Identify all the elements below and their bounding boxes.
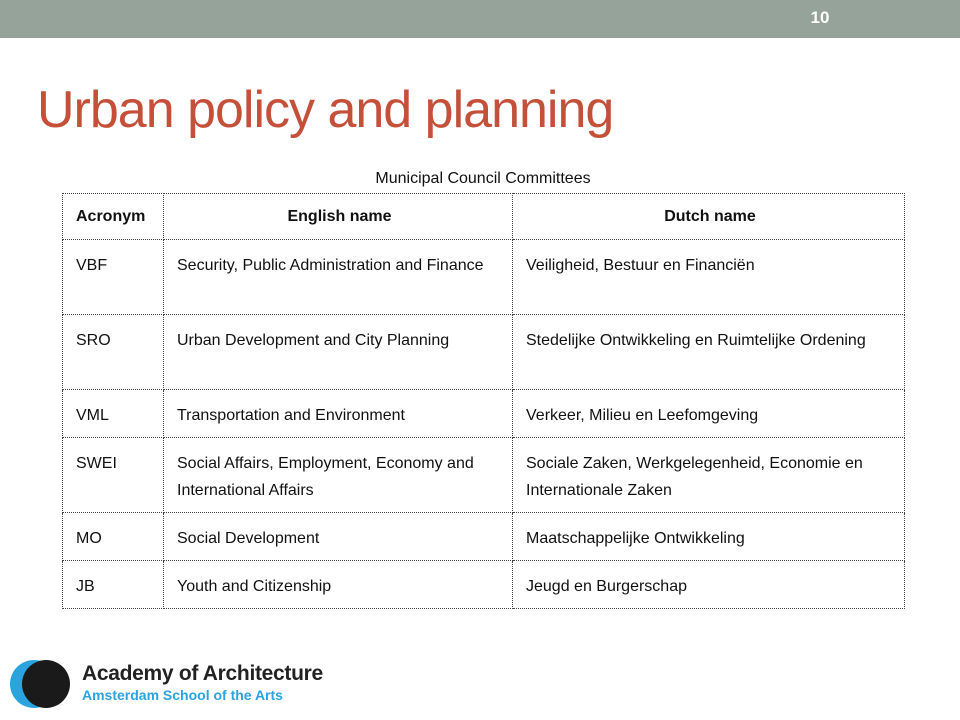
table-row bbox=[63, 513, 905, 561]
acronym-cell: SWEI bbox=[63, 438, 164, 513]
table-row bbox=[63, 315, 905, 390]
dutch-name-cell: Veiligheid, Bestuur en Financiën bbox=[513, 240, 905, 315]
table-row bbox=[63, 438, 905, 513]
table-caption: Municipal Council Committees bbox=[375, 170, 591, 187]
header-english-name: English name bbox=[164, 194, 513, 240]
table-row bbox=[63, 240, 905, 315]
acronym-cell: MO bbox=[63, 513, 164, 561]
english-name-cell: Security, Public Administration and Finance bbox=[164, 240, 513, 315]
dutch-name-cell: Maatschappelijke Ontwikkeling bbox=[513, 513, 905, 561]
top-bar bbox=[0, 0, 960, 38]
header-acronym: Acronym bbox=[63, 194, 164, 240]
english-name-cell: Urban Development and City Planning bbox=[164, 315, 513, 390]
acronym-cell: VBF bbox=[63, 240, 164, 315]
english-name-cell: Transportation and Environment bbox=[164, 390, 513, 438]
committees-table bbox=[62, 193, 905, 609]
logo-name: Academy of Architecture bbox=[82, 662, 323, 685]
academy-logo bbox=[10, 660, 370, 710]
dutch-name-cell: Verkeer, Milieu en Leefomgeving bbox=[513, 390, 905, 438]
acronym-cell: SRO bbox=[63, 315, 164, 390]
header-dutch-name: Dutch name bbox=[513, 194, 905, 240]
english-name-cell: Social Affairs, Employment, Economy and International Affairs bbox=[164, 438, 513, 513]
table-header-row bbox=[63, 194, 905, 240]
dutch-name-cell: Stedelijke Ontwikkeling en Ruimtelijke Ordening bbox=[513, 315, 905, 390]
table-row bbox=[63, 390, 905, 438]
table-row bbox=[63, 561, 905, 609]
acronym-cell: JB bbox=[63, 561, 164, 609]
acronym-cell: VML bbox=[63, 390, 164, 438]
dutch-name-cell: Jeugd en Burgerschap bbox=[513, 561, 905, 609]
dutch-name-cell: Sociale Zaken, Werkgelegenheid, Economie en Internationale Zaken bbox=[513, 438, 905, 513]
english-name-cell: Youth and Citizenship bbox=[164, 561, 513, 609]
english-name-cell: Social Development bbox=[164, 513, 513, 561]
slide-number: 10 bbox=[810, 8, 830, 27]
logo-subtitle: Amsterdam School of the Arts bbox=[82, 687, 283, 703]
slide-title: Urban policy and planning bbox=[37, 81, 614, 139]
logo-circle-black-icon bbox=[22, 660, 70, 708]
